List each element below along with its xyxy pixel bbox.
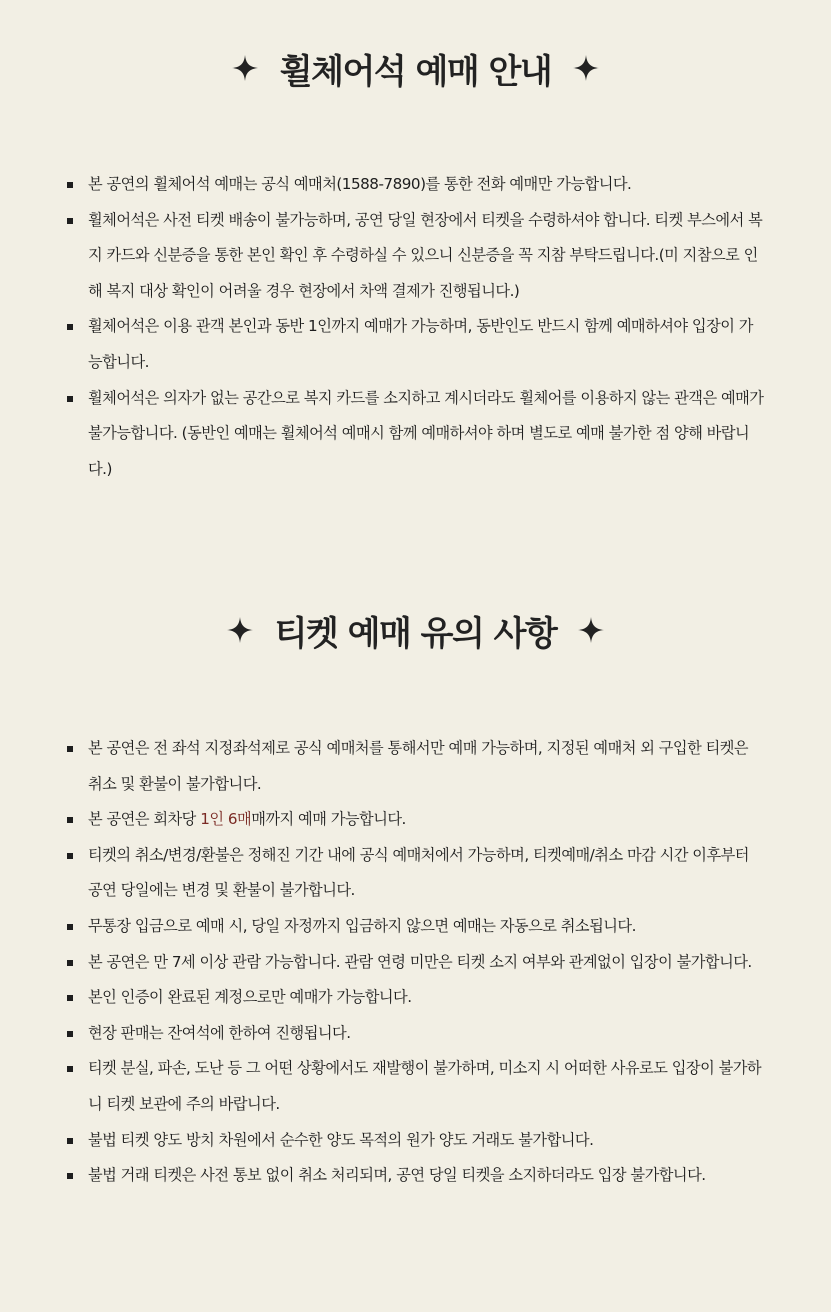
wheelchair-title: 휠체어석 예매 안내	[279, 51, 552, 92]
list-item	[0, 381, 831, 488]
sparkle-icon	[578, 617, 604, 643]
list-item-text: 본 공연의 휠체어석 예매는 공식 예매처(1588-7890)를 통한 전화 예매만 가능합니다.	[88, 175, 632, 193]
list-item-text: 본인 인증이 완료된 계정으로만 예매가 가능합니다.	[88, 988, 412, 1007]
bullet-icon	[67, 218, 73, 224]
list-item-text: 무통장 입금으로 예매 시, 당일 자정까지 입금하지 않으면 예매는 자동으로 취소됩니다.	[88, 916, 636, 935]
list-item	[0, 838, 831, 909]
list-item	[0, 1158, 831, 1194]
bullet-icon	[67, 1138, 73, 1144]
list-item-text: 휠체어석은 사전 티켓 배송이 불가능하며, 공연 당일 현장에서 티켓을 수령하셔야 합니다. 티켓 부스에서 복지 카드와 신분증을 통한 본인 확인 후 수령하실 수 있으니 신분증을 꼭 지참 부탁드립니다.(미 지참으로 인해 복지 대상 확인이 어려울 경우 현장에서 차액 결제가 진행됩니다.)	[88, 210, 763, 300]
bullet-icon	[67, 746, 73, 752]
list-item-text: 불법 티켓 양도 방치 차원에서 순수한 양도 목적의 원가 양도 거래도 불가합니다.	[88, 1130, 594, 1149]
list-item-text: 본 공연은 만 7세 이상 관람 가능합니다. 관람 연령 미만은 티켓 소지 여부와 관계없이 입장이 불가합니다.	[88, 952, 752, 971]
list-item	[0, 980, 831, 1016]
wheelchair-notes-list	[0, 167, 831, 487]
bullet-icon	[67, 1173, 73, 1179]
bullet-icon	[67, 995, 73, 1001]
limit-text-before: 본 공연은 회차당	[88, 810, 201, 829]
list-item	[0, 909, 831, 945]
bullet-icon	[67, 924, 73, 930]
list-item	[0, 203, 831, 310]
list-item	[0, 945, 831, 981]
wheelchair-section	[0, 38, 831, 98]
list-item-text: 현장 판매는 잔여석에 한하여 진행됩니다.	[88, 1023, 351, 1042]
bullet-icon	[67, 1031, 73, 1037]
list-item-text: 불법 거래 티켓은 사전 통보 없이 취소 처리되며, 공연 당일 티켓을 소지하더라도 입장 불가합니다.	[88, 1166, 706, 1185]
limit-text-after: 매까지 예매 가능합니다.	[251, 810, 406, 829]
list-item-text: 휠체어석은 의자가 없는 공간으로 복지 카드를 소지하고 계시더라도 휠체어를 이용하지 않는 관객은 예매가 불가능합니다. (동반인 예매는 휠체어석 예매시 함께 예매하셔야 하며 별도로 예매 불가한 점 양해 바랍니다.)	[88, 388, 764, 478]
bullet-icon	[67, 324, 73, 330]
ticket-title: 티켓 예매 유의 사항	[274, 613, 557, 654]
list-item-text: 본 공연은 전 좌석 지정좌석제로 공식 예매처를 통해서만 예매 가능하며, 지정된 예매처 외 구입한 티켓은 취소 및 환불이 불가합니다.	[88, 739, 749, 793]
sparkle-icon	[227, 617, 253, 643]
ticket-title-row	[0, 600, 831, 660]
list-item	[0, 1016, 831, 1052]
bullet-icon	[67, 182, 73, 188]
list-item-text: 티켓 분실, 파손, 도난 등 그 어떤 상황에서도 재발행이 불가하며, 미소지 시 어떠한 사유로도 입장이 불가하니 티켓 보관에 주의 바랍니다.	[88, 1059, 762, 1113]
bullet-icon	[67, 960, 73, 966]
list-item	[0, 167, 831, 203]
list-item	[0, 802, 831, 838]
bullet-icon	[67, 853, 73, 859]
list-item-text: 휠체어석은 이용 관객 본인과 동반 1인까지 예매가 가능하며, 동반인도 반드시 함께 예매하셔야 입장이 가능합니다.	[88, 317, 753, 371]
limit-highlight: 1인 6매	[200, 810, 252, 829]
list-item	[0, 309, 831, 380]
bullet-icon	[67, 817, 73, 823]
bullet-icon	[67, 396, 73, 402]
ticket-notes-list	[0, 731, 831, 1194]
list-item	[0, 731, 831, 802]
wheelchair-title-row	[0, 38, 831, 98]
list-item	[0, 1051, 831, 1122]
sparkle-icon	[573, 55, 599, 81]
list-item	[0, 1123, 831, 1159]
ticket-section	[0, 600, 831, 660]
list-item-text: 티켓의 취소/변경/환불은 정해진 기간 내에 공식 예매처에서 가능하며, 티켓예매/취소 마감 시간 이후부터 공연 당일에는 변경 및 환불이 불가합니다.	[88, 845, 749, 900]
sparkle-icon	[232, 55, 258, 81]
bullet-icon	[67, 1066, 73, 1072]
